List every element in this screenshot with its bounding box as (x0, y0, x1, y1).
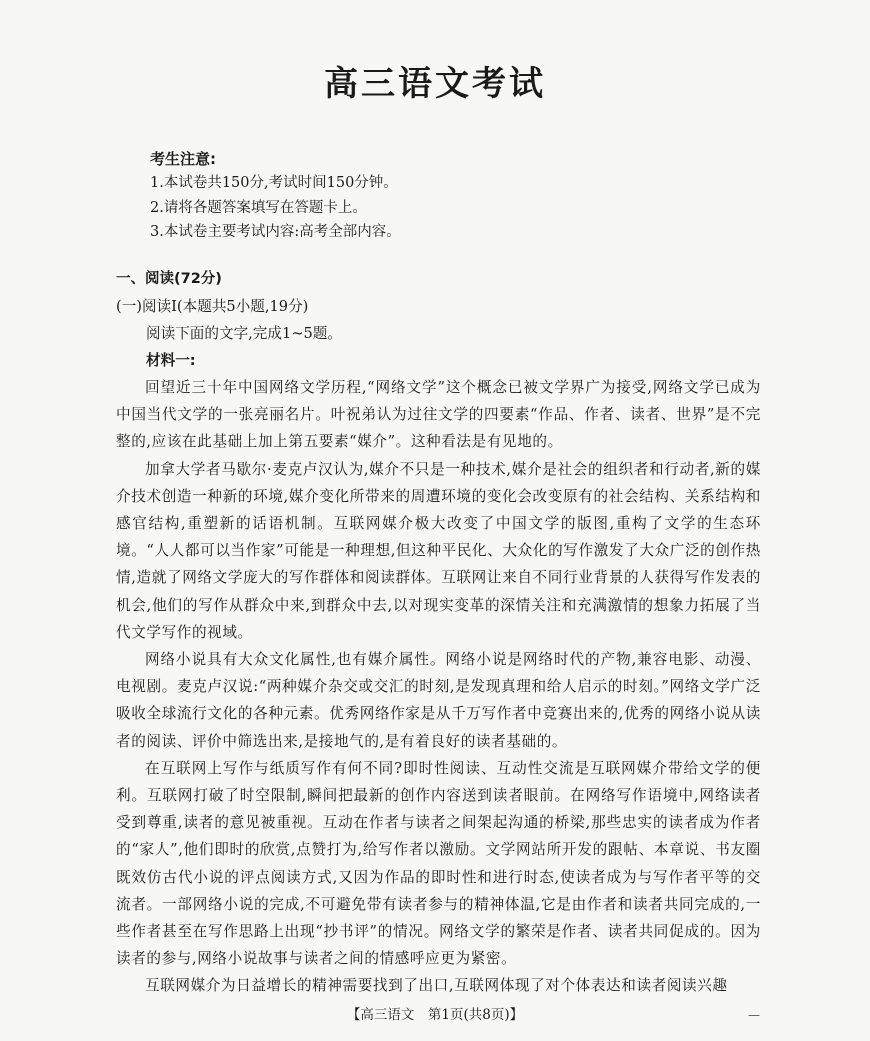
instruction-line: 阅读下面的文字,完成1~5题。 (146, 325, 342, 342)
page-footer: 【高三语文 第1页(共8页)】 (346, 1007, 524, 1023)
footer-mark: — (748, 1008, 760, 1022)
notice-heading: 考生注意: (150, 150, 216, 168)
paragraph: 加拿大学者马歇尔·麦克卢汉认为,媒介不只是一种技术,媒介是社会的组织者和行动者,新的媒介技术创造一种新的环境,媒介变化所带来的周遭环境的变化会改变原有的社会结构、关系结构和感官结构,重塑新的话语机制。互联网媒介极大改变了中国文学的版图,重构了文学的生态环境。“人人都可以当作家”可能是一种理想,但这种平民化、大众化的写作激发了大众广泛的创作热情,造就了网络文学庞大的写作群体和阅读群体。互联网让来自不同行业背景的人获得写作发表的机会,他们的写作从群众中来,到群众中去,以对现实变革的深情关注和充满激情的想象力拓展了当代文学写作的视域。 (116, 460, 761, 641)
notice-item: 3.本试卷主要考试内容:高考全部内容。 (150, 224, 401, 240)
section-heading: 一、阅读(72分) (116, 271, 222, 287)
exam-title: 高三语文考试 (324, 64, 546, 104)
paragraph: 互联网媒介为日益增长的精神需要找到了出口,互联网体现了对个体表达和读者阅读兴趣 (145, 977, 728, 995)
notice-item: 1.本试卷共150分,考试时间150分钟。 (150, 175, 398, 191)
material-label: 材料一: (146, 352, 196, 369)
sub-heading: (一)阅读Ⅰ(本题共5小题,19分) (116, 298, 309, 315)
paragraph: 在互联网上写作与纸质写作有何不同?即时性阅读、互动性交流是互联网媒介带给文学的便利。互联网打破了时空限制,瞬间把最新的创作内容送到读者眼前。在网络写作语境中,网络读者受到尊重,读者的意见被重视。互动在作者与读者之间架起沟通的桥梁,那些忠实的读者成为作者的“家人”,他们即时的欣赏,点赞打为,给写作者以激励。文学网站所开发的跟帖、本章说、书友圈既效仿古代小说的评点阅读方式,又因为作品的即时性和进行时态,使读者成为与写作者平等的交流者。一部网络小说的完成,不可避免带有读者参与的精神体温,它是由作者和读者共同完成的,一些作者甚至在写作思路上出现“抄书评”的情况。网络文学的繁荣是作者、读者共同促成的。因为读者的参与,网络小说故事与读者之间的情感呼应更为紧密。 (116, 759, 761, 968)
notice-item: 2.请将各题答案填写在答题卡上。 (150, 199, 367, 216)
paragraph: 回望近三十年中国网络文学历程,“网络文学”这个概念已被文学界广为接受,网络文学已成为中国当代文学的一张亮丽名片。叶祝弟认为过往文学的四要素“作品、作者、读者、世界”是不完整的,应该在此基础上加上第五要素“媒介”。这种看法是有见地的。 (116, 379, 761, 451)
reading-section (116, 266, 761, 1000)
paragraph: 网络小说具有大众文化属性,也有媒介属性。网络小说是网络时代的产物,兼容电影、动漫、电视剧。麦克卢汉说:“两种媒介杂交或交汇的时刻,是发现真理和给人启示的时刻。”网络文学广泛吸收全球流行文化的各种元素。优秀网络作家是从千万写作者中竞赛出来的,优秀的网络小说从读者的阅读、评价中筛选出来,是接地气的,是有着良好的读者基础的。 (116, 651, 761, 750)
candidate-notice (150, 147, 401, 245)
